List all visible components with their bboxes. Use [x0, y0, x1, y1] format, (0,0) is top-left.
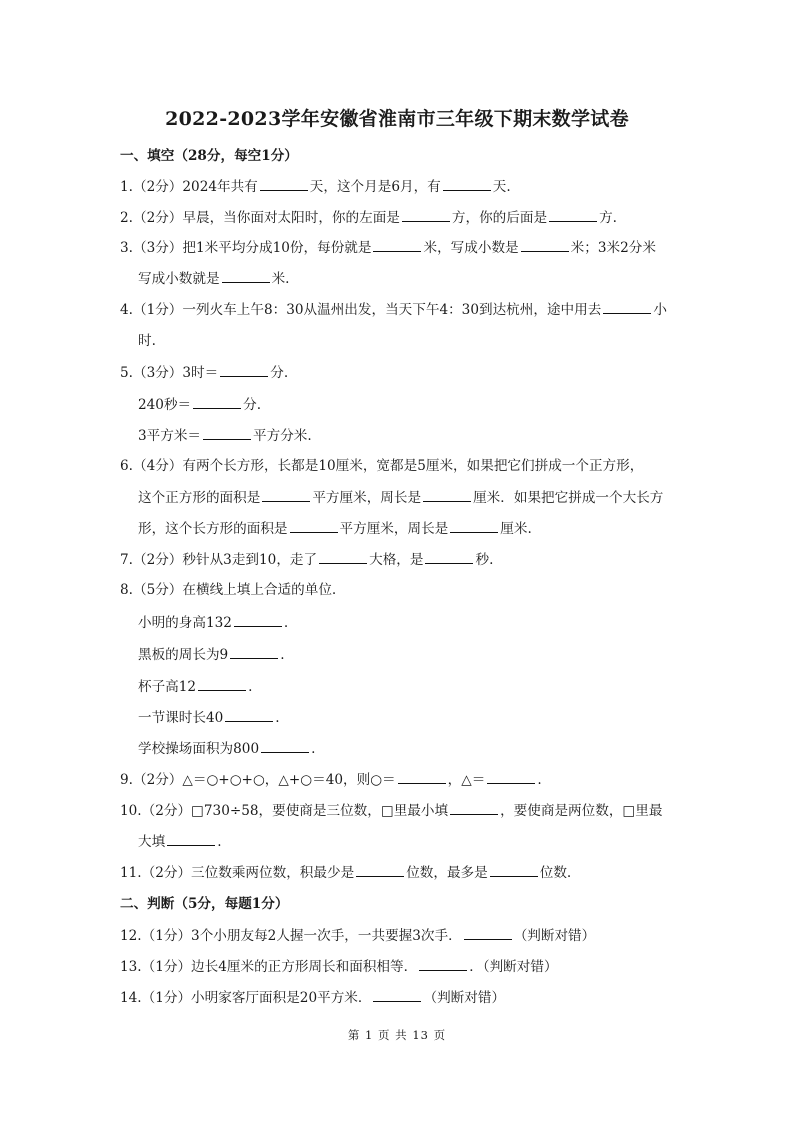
question-6-continued-2: [138, 518, 734, 539]
question-5: [120, 362, 734, 383]
question-8-item-1: [138, 612, 734, 633]
question-text: .: [311, 741, 316, 757]
answer-blank[interactable]: [234, 612, 282, 627]
question-5-part-2: [138, 394, 734, 415]
question-text: .: [537, 772, 542, 788]
question-text: 米.: [271, 271, 290, 287]
answer-blank[interactable]: [402, 207, 450, 222]
answer-blank[interactable]: [261, 738, 309, 753]
answer-blank[interactable]: [373, 987, 421, 1002]
question-6: [120, 456, 734, 476]
question-text: 分.: [243, 397, 262, 413]
question-11: [120, 862, 734, 883]
question-text: 杯子高12: [138, 679, 197, 695]
question-text: 大填: [138, 834, 166, 850]
question-text: 1.（2分）2024年共有: [120, 179, 258, 195]
question-text: 3.（3分）把1米平均分成10份，每份就是: [120, 240, 372, 256]
question-4: [120, 299, 734, 320]
question-text: 方.: [599, 210, 617, 226]
answer-blank[interactable]: [262, 487, 310, 502]
question-8-item-4: [138, 707, 734, 728]
answer-blank[interactable]: [373, 237, 421, 252]
answer-blank[interactable]: [450, 800, 498, 815]
question-text: 4.（1分）一列火车上午8：30从温州出发，当天下午4：30到达杭州，途中用去: [120, 302, 602, 318]
question-text: 一节课时长40: [138, 710, 224, 726]
question-text: （判断对错）: [423, 990, 506, 1006]
answer-blank[interactable]: [230, 644, 278, 659]
answer-blank[interactable]: [398, 769, 446, 784]
answer-blank[interactable]: [167, 831, 215, 846]
answer-blank[interactable]: [290, 518, 338, 533]
answer-blank[interactable]: [603, 299, 651, 314]
answer-blank[interactable]: [490, 862, 538, 877]
question-text: 大格，是: [369, 552, 424, 568]
question-text: 学校操场面积为800: [138, 741, 260, 757]
question-text: 7.（2分）秒针从3走到10，走了: [120, 552, 318, 568]
question-8: [120, 580, 734, 600]
question-8-item-2: [138, 644, 734, 665]
question-5-part-3: [138, 425, 734, 446]
answer-blank[interactable]: [220, 362, 268, 377]
answer-blank[interactable]: [193, 394, 241, 409]
answer-blank[interactable]: [464, 925, 512, 940]
question-text: .: [217, 834, 222, 850]
question-text: 平方厘米，周长是: [339, 521, 449, 537]
question-text: 米；3米2分米: [570, 240, 656, 256]
question-3-continued: [138, 268, 734, 289]
question-text: 小明的身高132: [138, 615, 232, 631]
question-text: 分.: [270, 365, 289, 381]
question-text: 平方分米.: [253, 428, 312, 444]
question-1: [120, 176, 734, 197]
answer-blank[interactable]: [549, 207, 597, 222]
question-14: [120, 987, 734, 1008]
question-8-item-3: [138, 676, 734, 697]
question-text: .: [283, 615, 289, 631]
question-text: 厘米.: [500, 521, 532, 537]
question-8-item-5: [138, 738, 734, 759]
answer-blank[interactable]: [222, 268, 270, 283]
answer-blank[interactable]: [260, 176, 308, 191]
question-text: 平方厘米，周长是: [312, 490, 422, 506]
question-text: .: [280, 647, 285, 663]
question-text: 这个正方形的面积是: [138, 490, 261, 506]
question-text: 形，这个长方形的面积是: [138, 521, 288, 537]
answer-blank[interactable]: [198, 676, 246, 691]
question-text: 厘米．如果把它拼成一个大长方: [473, 490, 664, 506]
question-12: [120, 925, 734, 946]
question-text: 13.（1分）边长4厘米的正方形周长和面积相等．: [120, 959, 418, 975]
question-text: 6.（4分）有两个长方形，长都是10厘米，宽都是5厘米，如果把它们拼成一个正方形，: [120, 458, 644, 474]
question-text: 秒.: [475, 552, 494, 568]
question-text: 10.（2分）□730÷58，要使商是三位数，□里最小填: [120, 803, 449, 819]
answer-blank[interactable]: [423, 487, 471, 502]
question-text: 天，这个月是6月，有: [309, 179, 441, 195]
answer-blank[interactable]: [521, 237, 569, 252]
question-6-continued: [138, 487, 734, 508]
answer-blank[interactable]: [356, 862, 404, 877]
section-heading-true-false: 二、判断（5分，每题1分）: [120, 896, 289, 912]
question-text: ，△＝: [447, 772, 486, 788]
answer-blank[interactable]: [225, 707, 273, 722]
answer-blank[interactable]: [203, 425, 251, 440]
question-7: [120, 549, 734, 570]
question-text: 8.（5分）在横线上填上合适的单位.: [120, 582, 337, 598]
question-text: 天.: [492, 179, 511, 195]
question-text: 方，你的后面是: [451, 210, 548, 226]
page-title: 2022-2023学年安徽省淮南市三年级下期末数学试卷: [165, 108, 629, 130]
question-2: [120, 207, 734, 228]
page-footer: 第 1 页 共 13 页: [347, 1028, 447, 1042]
question-4-continued: [138, 331, 734, 351]
question-10-continued: [138, 831, 734, 852]
section-heading-fill-in: 一、填空（28分，每空1分）: [120, 148, 298, 164]
question-text: ，要使商是两位数，□里最: [500, 803, 663, 819]
question-text: 3平方米＝: [138, 428, 202, 444]
question-text: ．（判断对错）: [469, 959, 558, 975]
question-9: [120, 769, 734, 790]
question-text: 240秒＝: [138, 397, 192, 413]
question-text: .: [275, 710, 280, 726]
question-text: 黑板的周长为9: [138, 647, 229, 663]
question-13: [120, 956, 734, 977]
question-text: 12.（1分）3个小朋友每2人握一次手，一共要握3次手．: [120, 928, 462, 944]
question-text: 位数，最多是: [406, 865, 488, 881]
question-text: 14.（1分）小明家客厅面积是20平方米．: [120, 990, 372, 1006]
answer-blank[interactable]: [425, 549, 473, 564]
answer-blank[interactable]: [443, 176, 491, 191]
question-text: 时.: [138, 333, 156, 349]
answer-blank[interactable]: [319, 549, 367, 564]
answer-blank[interactable]: [450, 518, 498, 533]
question-text: 位数.: [539, 865, 572, 881]
question-text: 米，写成小数是: [423, 240, 519, 256]
question-text: 小: [653, 302, 667, 318]
question-3: [120, 237, 734, 258]
question-text: （判断对错）: [513, 928, 596, 944]
question-text: 2.（2分）早晨，当你面对太阳时，你的左面是: [120, 210, 400, 226]
question-text: 写成小数就是: [138, 271, 220, 287]
question-10: [120, 800, 734, 821]
question-text: 9.（2分）△＝○+○+○，△+○＝40，则○＝: [120, 772, 396, 788]
question-text: .: [248, 679, 253, 695]
answer-blank[interactable]: [419, 956, 467, 971]
answer-blank[interactable]: [487, 769, 535, 784]
question-text: 5.（3分）3时＝: [120, 365, 219, 381]
question-text: 11.（2分）三位数乘两位数，积最少是: [120, 865, 355, 881]
